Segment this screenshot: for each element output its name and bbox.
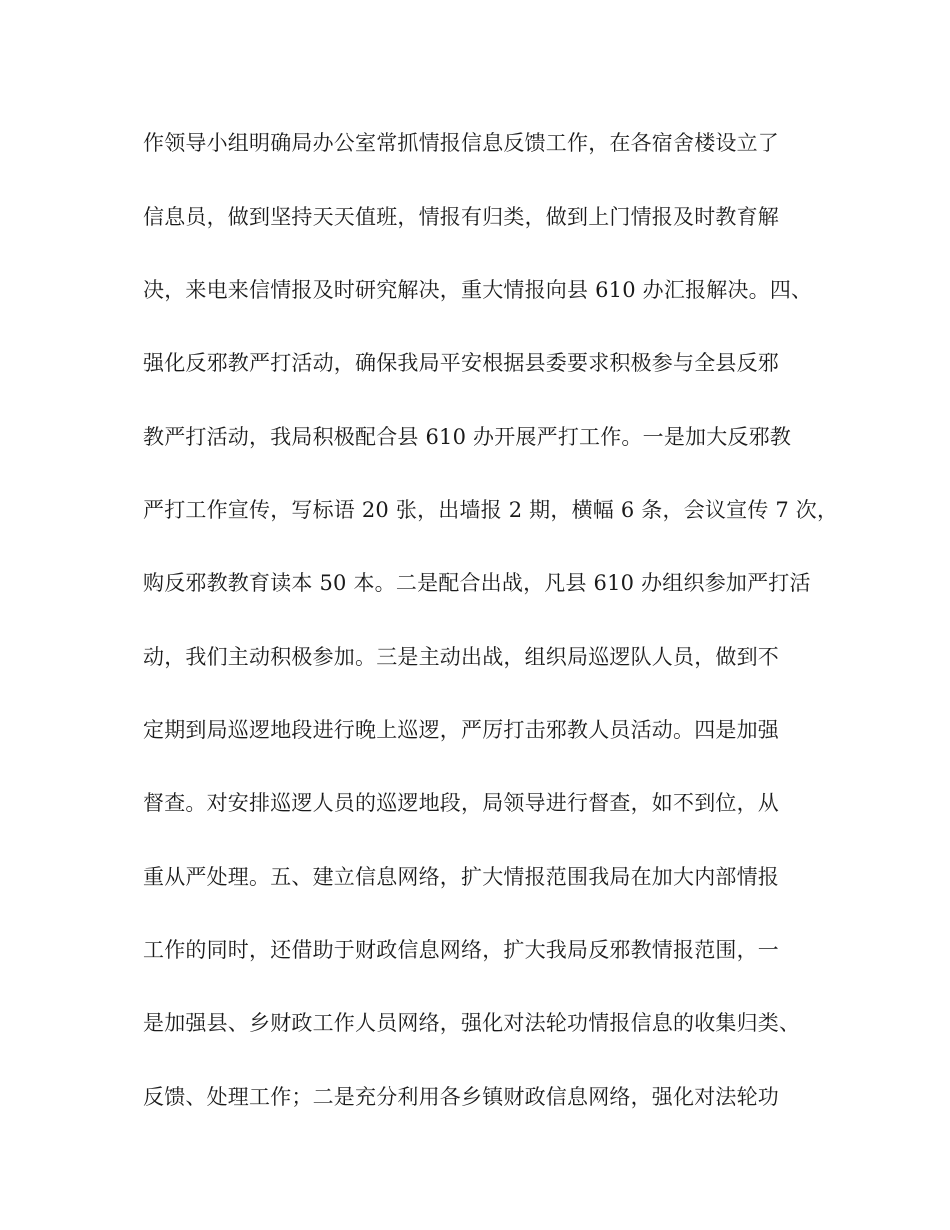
text-line: 决，来电来信情报及时研究解决，重大情报向县 610 办汇报解决。四、 xyxy=(143,278,813,302)
text-line: 信息员，做到坚持天天值班，情报有归类，做到上门情报及时教育解 xyxy=(143,205,779,229)
text-line: 反馈、处理工作；二是充分利用各乡镇财政信息网络，强化对法轮功 xyxy=(143,1085,779,1109)
text-line: 动，我们主动积极参加。三是主动出战，组织局巡逻队人员，做到不 xyxy=(143,645,779,669)
text-line: 教严打活动，我局积极配合县 610 办开展严打工作。一是加大反邪教 xyxy=(143,425,792,449)
text-line: 购反邪教教育读本 50 本。二是配合出战，凡县 610 办组织参加严打活 xyxy=(143,571,811,595)
text-line: 工作的同时，还借助于财政信息网络，扩大我局反邪教情报范围，一 xyxy=(143,938,779,962)
text-line: 定期到局巡逻地段进行晚上巡逻，严厉打击邪教人员活动。四是加强 xyxy=(143,718,779,742)
text-line: 是加强县、乡财政工作人员网络，强化对法轮功情报信息的收集归类、 xyxy=(143,1011,801,1035)
text-line: 督查。对安排巡逻人员的巡逻地段，局领导进行督查，如不到位，从 xyxy=(143,791,779,815)
text-line: 重从严处理。五、建立信息网络，扩大情报范围我局在加大内部情报 xyxy=(143,865,779,889)
text-line: 严打工作宣传，写标语 20 张，出墙报 2 期，横幅 6 条，会议宣传 7 次， xyxy=(143,498,839,522)
text-line: 作领导小组明确局办公室常抓情报信息反馈工作，在各宿舍楼设立了 xyxy=(143,131,779,155)
text-line: 强化反邪教严打活动，确保我局平安根据县委要求积极参与全县反邪 xyxy=(143,351,779,375)
